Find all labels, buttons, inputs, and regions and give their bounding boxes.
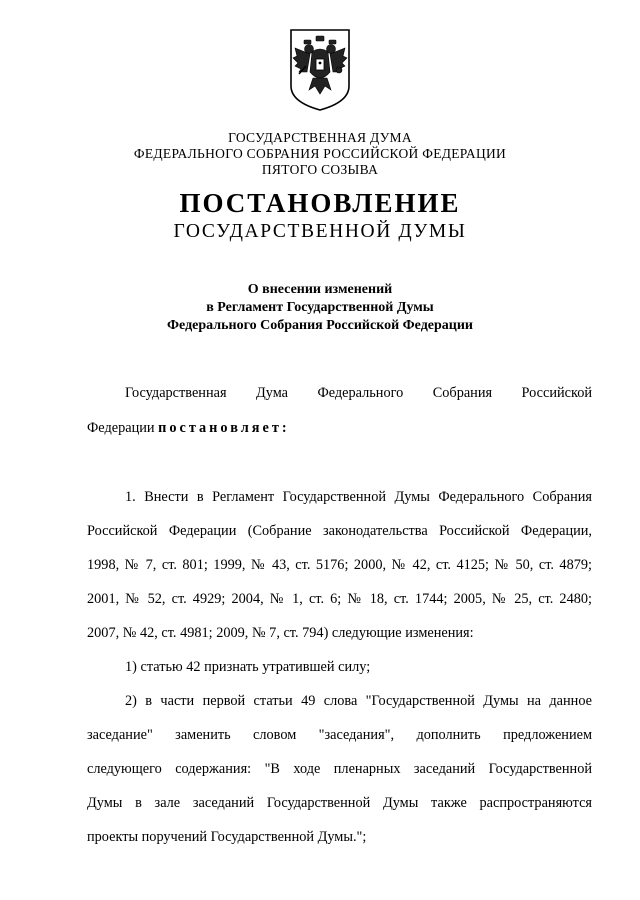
paragraph-1-line-2: Российской Федерации (Собрание законодательства Российской Федерации, xyxy=(87,523,592,539)
subject-line-2: в Регламент Государственной Думы xyxy=(206,300,434,315)
item-2-line-5: проекты поручений Государственной Думы."; xyxy=(87,829,367,845)
coat-of-arms-emblem xyxy=(289,28,351,112)
header-line-convocation: ПЯТОГО СОЗЫВА xyxy=(261,162,379,177)
item-1: 1) статью 42 признать утратившей силу; xyxy=(125,659,371,675)
header-line-duma: ГОСУДАРСТВЕННАЯ ДУМА xyxy=(228,130,412,145)
header-line-assembly: ФЕДЕРАЛЬНОГО СОБРАНИЯ РОССИЙСКОЙ ФЕДЕРАЦИИ xyxy=(133,146,507,161)
item-2-line-3: следующего содержания: "В ходе пленарных заседаний Государственной xyxy=(87,761,592,777)
paragraph-1-line-5: 2007, № 42, ст. 4981; 2009, № 7, ст. 794) следующие изменения: xyxy=(87,625,474,641)
paragraph-1-line-3: 1998, № 7, ст. 801; 1999, № 43, ст. 5176; 2000, № 42, ст. 4125; № 50, ст. 4879; xyxy=(87,557,592,573)
subject-line-3: Федерального Собрания Российской Федерации xyxy=(167,318,473,333)
subject-line-1: О внесении изменений xyxy=(247,282,393,297)
paragraph-1-line-1: 1. Внести в Регламент Государственной Думы Федерального Собрания xyxy=(125,489,592,505)
item-2-line-4: Думы в зале заседаний Государственной Думы также распространяются xyxy=(87,795,592,811)
preamble-line-2 xyxy=(87,418,592,438)
document-subtitle: ГОСУДАРСТВЕННОЙ ДУМЫ xyxy=(173,221,467,242)
double-headed-eagle-icon xyxy=(289,28,351,112)
item-2-line-1: 2) в части первой статьи 49 слова "Государственной Думы на данное xyxy=(125,693,592,709)
preamble-line-1: Государственная Дума Федерального Собрания Российской xyxy=(125,385,592,401)
resolves-word: постановляет: xyxy=(158,420,290,436)
item-2-line-2: заседание" заменить словом "заседания", дополнить предложением xyxy=(87,727,592,743)
document-title: ПОСТАНОВЛЕНИЕ xyxy=(179,188,461,218)
preamble-text: Федерации xyxy=(87,420,159,436)
paragraph-1-line-4: 2001, № 52, ст. 4929; 2004, № 1, ст. 6; № 18, ст. 1744; 2005, № 25, ст. 2480; xyxy=(87,591,592,607)
